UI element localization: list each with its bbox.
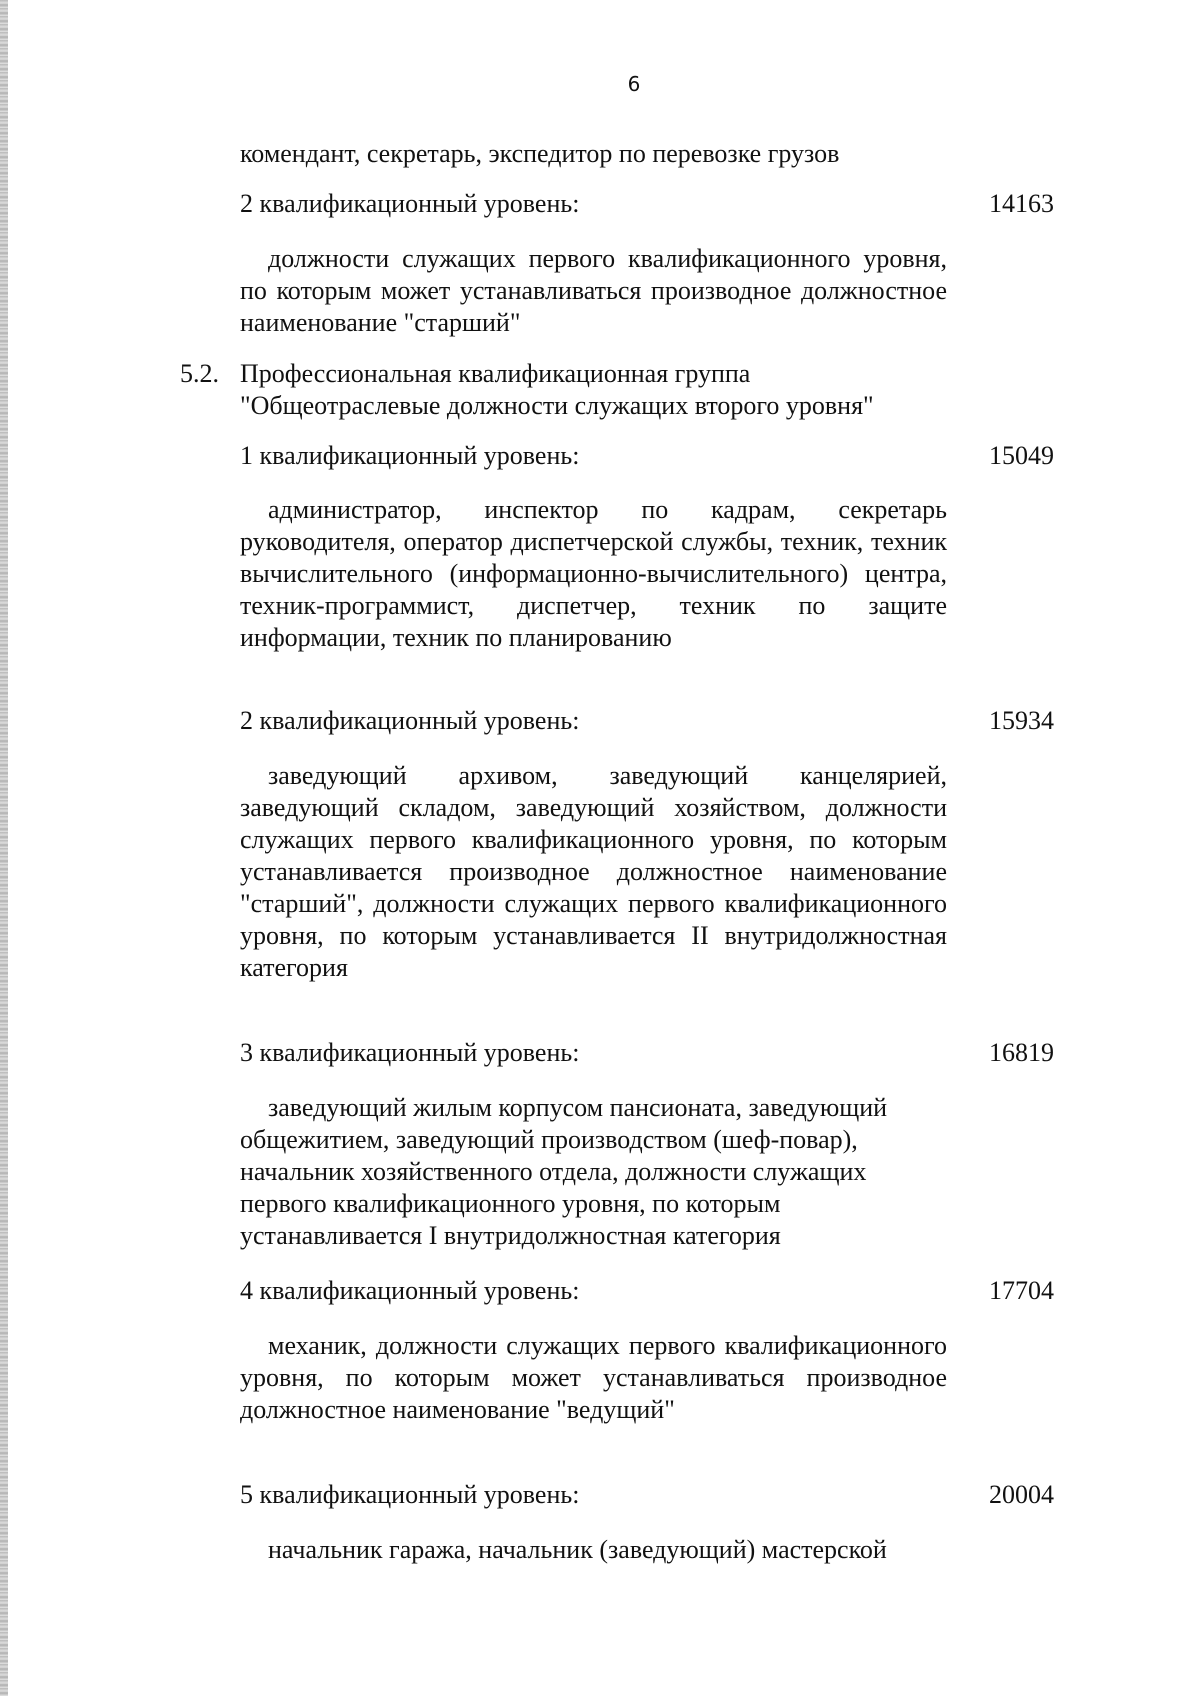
scan-edge [0, 0, 8, 1696]
intro-line: комендант, секретарь, экспедитор по перевозке грузов [240, 139, 840, 168]
level-value: 15934 [989, 706, 1054, 735]
level-label: 4 квалификационный уровень: [240, 1276, 580, 1305]
level-label: 5 квалификационный уровень: [240, 1480, 580, 1509]
level-description: должности служащих первого квалификационного уровня, по которым может устанавливаться производное должностное наименование "старший" [240, 244, 947, 337]
level-value: 16819 [989, 1038, 1054, 1067]
section-title-line2: "Общеотраслевые должности служащих второго уровня" [240, 391, 874, 420]
level-label: 2 квалификационный уровень: [240, 189, 580, 218]
level-description: начальник гаража, начальник (заведующий) мастерской [268, 1535, 887, 1564]
level-value: 15049 [989, 441, 1054, 470]
level-label: 1 квалификационный уровень: [240, 441, 580, 470]
page-number: 6 [627, 72, 641, 96]
level-value: 17704 [989, 1276, 1054, 1305]
level-label: 3 квалификационный уровень: [240, 1038, 580, 1067]
level-description: заведующий жилым корпусом пансионата, заведующий общежитием, заведующий производством (шеф-повар), начальник хозяйственного отдела, должности служащих первого квалификационного уровня, по которым устанавливается I внутридолжностная категория [240, 1093, 888, 1250]
level-description: заведующий архивом, заведующий канцелярией, заведующий складом, заведующий хозяйством, должности служащих первого квалификационного уровня, по которым устанавливается производное должностное наименование "старший", должности служащих первого квалификационного уровня, по которым устанавливается II внутридолжностная категория [240, 761, 947, 982]
level-description: администратор, инспектор по кадрам, секретарь руководителя, оператор диспетчерской службы, техник, техник вычислительного (информационно-вычислительного) центра, техник-программист, диспетчер, техник по защите информации, техник по планированию [240, 495, 947, 652]
section-title-line1: Профессиональная квалификационная группа [240, 359, 751, 388]
level-value: 20004 [989, 1480, 1054, 1509]
level-description: механик, должности служащих первого квалификационного уровня, по которым может устанавливаться производное должностное наименование "ведущий" [240, 1331, 947, 1424]
level-value: 14163 [989, 189, 1054, 218]
level-label: 2 квалификационный уровень: [240, 706, 580, 735]
section-number: 5.2. [180, 359, 219, 388]
